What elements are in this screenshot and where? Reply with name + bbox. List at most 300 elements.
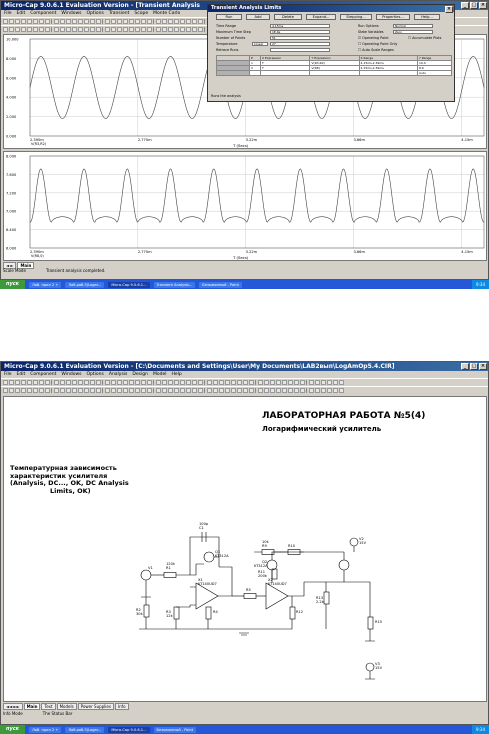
toolbar-button-icon[interactable] — [78, 388, 83, 393]
toolbar-button-icon[interactable] — [135, 388, 140, 393]
table-cell[interactable]: Auto — [417, 71, 451, 76]
toolbar-button-icon[interactable] — [66, 19, 71, 24]
y-tick-label: 0.000 — [6, 134, 17, 139]
toolbar-button-icon[interactable] — [180, 27, 185, 32]
menu-item[interactable]: Analysis — [108, 372, 128, 377]
toolbar-button-icon[interactable] — [84, 19, 89, 24]
checkbox-operating-point[interactable]: ☑ Operating Point — [358, 36, 389, 40]
r15-resistor[interactable] — [368, 617, 373, 629]
toolbar-button-icon[interactable] — [219, 388, 224, 393]
schematic-canvas[interactable] — [3, 396, 487, 702]
toolbar-button-icon[interactable] — [9, 380, 14, 385]
toolbar-button-icon[interactable] — [264, 380, 269, 385]
clock: 9:34 — [472, 280, 489, 289]
toolbar-button-icon[interactable] — [39, 388, 44, 393]
toolbar-button-icon[interactable] — [333, 380, 338, 385]
tab-info[interactable]: Info — [115, 703, 129, 710]
menu-item[interactable]: File — [4, 11, 12, 16]
toolbar-button-icon[interactable] — [33, 388, 38, 393]
toolbar-button-icon[interactable] — [9, 19, 14, 24]
trace-label: V(R8,0) — [31, 254, 44, 258]
tab-text[interactable]: Text — [41, 703, 55, 710]
run-options-select[interactable]: Normal — [393, 24, 433, 28]
toolbar-button-icon[interactable] — [321, 388, 326, 393]
toolbar-button-icon[interactable] — [9, 388, 14, 393]
toolbar-button-icon[interactable] — [45, 19, 50, 24]
toolbar-button-icon[interactable] — [207, 388, 212, 393]
toolbar-button-icon[interactable] — [237, 388, 242, 393]
menu-item[interactable]: Scope — [134, 11, 149, 16]
toolbar-button-icon[interactable] — [135, 380, 140, 385]
plot-bottom[interactable] — [3, 151, 487, 261]
state-vars-select[interactable]: Zero — [393, 30, 433, 34]
r1-resistor[interactable] — [164, 573, 176, 578]
r4-resistor[interactable] — [206, 607, 211, 619]
toolbar-button-icon[interactable] — [117, 388, 122, 393]
x-tick-label: 3.66m — [353, 250, 365, 254]
toolbar-button-icon[interactable] — [105, 27, 110, 32]
table-cell[interactable] — [310, 71, 359, 76]
toolbar-button-icon[interactable] — [117, 380, 122, 385]
table-cell[interactable] — [260, 71, 310, 76]
menu-item[interactable]: Model — [152, 372, 167, 377]
toolbar-button-icon[interactable] — [282, 388, 287, 393]
toolbar-button-icon[interactable] — [111, 19, 116, 24]
opamp-2[interactable] — [266, 583, 288, 609]
menu-item[interactable]: Help — [171, 372, 182, 377]
toolbar-button-icon[interactable] — [60, 388, 65, 393]
task-item[interactable]: Лаб. прил 2 + — [29, 282, 61, 288]
minimize-icon[interactable]: _ — [461, 2, 469, 9]
toolbar-button-icon[interactable] — [162, 388, 167, 393]
toolbar-button-icon[interactable] — [249, 388, 254, 393]
toolbar-button-icon[interactable] — [162, 27, 167, 32]
close-icon[interactable]: × — [480, 363, 486, 369]
table-cell[interactable]: T — [260, 66, 310, 71]
time-range-input[interactable]: 4.15ms — [270, 24, 330, 28]
toolbar-separator — [204, 19, 206, 24]
toolbar-button-icon[interactable] — [186, 19, 191, 24]
toolbar-button-icon[interactable] — [129, 27, 134, 32]
toolbar-button-icon[interactable] — [192, 27, 197, 32]
toolbar-button-icon[interactable] — [96, 380, 101, 385]
toolbar-button-icon[interactable] — [90, 380, 95, 385]
toolbar-button-icon[interactable] — [54, 388, 59, 393]
toolbar-button-icon[interactable] — [168, 19, 173, 24]
toolbar-button-icon[interactable] — [213, 380, 218, 385]
menu-item[interactable]: Design — [132, 372, 148, 377]
maximize-icon[interactable]: □ — [471, 363, 477, 369]
toolbar-button-icon[interactable] — [174, 388, 179, 393]
toolbar-button-icon[interactable] — [294, 388, 299, 393]
q2-transistor[interactable] — [267, 560, 277, 570]
toolbar-button-icon[interactable] — [72, 19, 77, 24]
properties-button[interactable]: Properties... — [376, 14, 410, 20]
toolbar-button-icon[interactable] — [78, 19, 83, 24]
toolbar-button-icon[interactable] — [198, 380, 203, 385]
start-button[interactable]: пуск — [0, 280, 25, 289]
toolbar-button-icon[interactable] — [66, 380, 71, 385]
toolbar-button-icon[interactable] — [264, 388, 269, 393]
r2-resistor[interactable] — [144, 605, 149, 617]
toolbar-button-icon[interactable] — [60, 27, 65, 32]
toolbar-button-icon[interactable] — [15, 19, 20, 24]
task-item[interactable]: Лаб.раб.5(Logar... — [65, 282, 104, 288]
toolbar-button-icon[interactable] — [327, 380, 332, 385]
toolbar-button-icon[interactable] — [198, 27, 203, 32]
toolbar-button-icon[interactable] — [3, 27, 8, 32]
tab-nav-icon[interactable]: ◄◄ ►► — [3, 703, 23, 710]
toolbar-button-icon[interactable] — [288, 380, 293, 385]
toolbar-separator — [153, 19, 155, 24]
toolbar-button-icon[interactable] — [54, 380, 59, 385]
lab-title: ЛАБОРАТОРНАЯ РАБОТА №5(4) — [262, 411, 426, 421]
checkbox-accumulate[interactable]: ☐ Accumulate Plots — [408, 36, 442, 40]
toolbar-button-icon[interactable] — [111, 388, 116, 393]
label-r10: R10 — [288, 544, 296, 548]
r13-resistor[interactable] — [324, 592, 329, 604]
toolbar-button-icon[interactable] — [225, 388, 230, 393]
toolbar-button-icon[interactable] — [27, 380, 32, 385]
checkbox-op-only[interactable]: ☐ Operating Point Only — [358, 42, 398, 46]
toolbar-button-icon[interactable] — [21, 388, 26, 393]
task-item[interactable]: Micro-Cap 9.0.6.1... — [108, 282, 149, 288]
toolbar-button-icon[interactable] — [198, 19, 203, 24]
schematic-window — [0, 361, 489, 725]
toolbar-button-icon[interactable] — [147, 27, 152, 32]
minimize-icon[interactable]: _ — [461, 363, 469, 370]
toolbar-button-icon[interactable] — [117, 27, 122, 32]
tab-main[interactable]: Main — [17, 262, 34, 269]
r11-resistor[interactable] — [272, 569, 277, 579]
toolbar-button-icon[interactable] — [96, 19, 101, 24]
status-right: Transient analysis completed. — [45, 268, 106, 273]
toolbar-button-icon[interactable] — [231, 380, 236, 385]
toolbar-button-icon[interactable] — [309, 380, 314, 385]
toolbar-button-icon[interactable] — [3, 19, 8, 24]
toolbar-button-icon[interactable] — [123, 388, 128, 393]
expression-table — [216, 55, 452, 76]
toolbar-button-icon[interactable] — [141, 388, 146, 393]
toolbar-button-icon[interactable] — [27, 19, 32, 24]
type-q2: KT312A — [254, 564, 268, 568]
toolbar-button-icon[interactable] — [117, 19, 122, 24]
value-r13: 2.2k — [316, 600, 324, 604]
field-label-max-step: Maximum Time Step — [216, 30, 251, 34]
dialog-close-icon[interactable]: × — [446, 6, 452, 12]
toolbar-button-icon[interactable] — [315, 380, 320, 385]
toolbar-button-icon[interactable] — [90, 19, 95, 24]
toolbar-button-icon[interactable] — [54, 27, 59, 32]
toolbar-button-icon[interactable] — [174, 380, 179, 385]
toolbar-button-icon[interactable] — [186, 388, 191, 393]
toolbar-button-icon[interactable] — [192, 19, 197, 24]
r3-resistor[interactable] — [174, 607, 179, 619]
table-cell[interactable]: V(R3,R2) — [310, 61, 359, 66]
menu-item[interactable]: Monte Carlo — [153, 11, 181, 16]
menu-item[interactable]: Component — [30, 11, 57, 16]
toolbar-separator — [204, 27, 206, 32]
label-r13: R13 — [316, 596, 324, 600]
toolbar-button-icon[interactable] — [141, 19, 146, 24]
menu-item[interactable]: Transient — [108, 11, 130, 16]
toolbar-button-icon[interactable] — [9, 27, 14, 32]
toolbar-button-icon[interactable] — [84, 27, 89, 32]
menu-item[interactable]: Options — [86, 372, 104, 377]
toolbar-button-icon[interactable] — [276, 388, 281, 393]
toolbar-button-icon[interactable] — [129, 380, 134, 385]
toolbar-button-icon[interactable] — [315, 388, 320, 393]
toolbar-button-icon[interactable] — [78, 27, 83, 32]
toolbar-button-icon[interactable] — [111, 380, 116, 385]
toolbar-button-icon[interactable] — [192, 388, 197, 393]
table-cell[interactable]: 1 — [250, 61, 261, 66]
temperature-input[interactable]: 27 — [270, 42, 330, 46]
toolbar-button-icon[interactable] — [135, 27, 140, 32]
toolbar-button-icon[interactable] — [33, 380, 38, 385]
toolbar-button-icon[interactable] — [147, 388, 152, 393]
toolbar-button-icon[interactable] — [105, 19, 110, 24]
taskbar-2 — [0, 725, 489, 734]
toolbar-button-icon[interactable] — [21, 27, 26, 32]
menu-item[interactable]: File — [4, 372, 12, 377]
toolbar-button-icon[interactable] — [141, 380, 146, 385]
toolbar-button-icon[interactable] — [123, 19, 128, 24]
toolbar-button-icon[interactable] — [147, 19, 152, 24]
toolbar-button-icon[interactable] — [54, 19, 59, 24]
table-cell[interactable]: T — [260, 61, 310, 66]
toolbar-button-icon[interactable] — [198, 388, 203, 393]
y-tick-label: 4.000 — [6, 95, 17, 100]
retrace-input[interactable] — [270, 48, 330, 52]
toolbar-button-icon[interactable] — [309, 388, 314, 393]
task-item[interactable]: Безымянный - Paint — [199, 282, 242, 288]
checkbox-op-only-label: Operating Point Only — [362, 42, 398, 46]
toolbar-button-icon[interactable] — [39, 380, 44, 385]
toolbar-button-icon[interactable] — [72, 388, 77, 393]
toolbar-button-icon[interactable] — [84, 380, 89, 385]
toolbar-button-icon[interactable] — [162, 19, 167, 24]
run-button[interactable]: Run — [216, 14, 242, 20]
toolbar-button-icon[interactable] — [21, 19, 26, 24]
v1-source[interactable] — [141, 570, 151, 580]
toolbar-button-icon[interactable] — [78, 380, 83, 385]
toolbar-button-icon[interactable] — [156, 27, 161, 32]
toolbar-button-icon[interactable] — [111, 27, 116, 32]
toolbar-button-icon[interactable] — [231, 388, 236, 393]
toolbar-button-icon[interactable] — [84, 388, 89, 393]
menu-item[interactable]: Component — [30, 372, 57, 377]
toolbar-button-icon[interactable] — [60, 380, 65, 385]
field-label-temperature: Temperature — [216, 42, 238, 46]
toolbar-button-icon[interactable] — [249, 380, 254, 385]
table-cell[interactable]: 4.15ms,2.39ms — [359, 66, 417, 71]
title-bar — [1, 362, 488, 371]
delete-button[interactable]: Delete — [274, 14, 302, 20]
menu-item[interactable]: Edit — [16, 11, 26, 16]
toolbar-button-icon[interactable] — [15, 27, 20, 32]
toolbar-button-icon[interactable] — [96, 388, 101, 393]
toolbar-button-icon[interactable] — [180, 388, 185, 393]
table-cell[interactable]: 2 — [250, 66, 261, 71]
toolbar-button-icon[interactable] — [45, 380, 50, 385]
toolbar-button-icon[interactable] — [66, 27, 71, 32]
opamp-1[interactable] — [196, 583, 218, 609]
toolbar-button-icon[interactable] — [186, 27, 191, 32]
stepping-button[interactable]: Stepping... — [340, 14, 372, 20]
toolbar-button-icon[interactable] — [105, 388, 110, 393]
toolbar-button-icon[interactable] — [168, 388, 173, 393]
menu-item[interactable]: Windows — [61, 372, 82, 377]
toolbar-button-icon[interactable] — [129, 19, 134, 24]
task-item[interactable]: Лаб.раб.5(Logar... — [65, 727, 104, 733]
q3-transistor[interactable] — [339, 560, 349, 570]
toolbar-button-icon[interactable] — [156, 380, 161, 385]
r12-resistor[interactable] — [290, 607, 295, 619]
num-points-input[interactable]: 51 — [270, 36, 330, 40]
transient-limits-dialog — [207, 4, 455, 102]
table-cell[interactable] — [359, 71, 417, 76]
toolbar-button-icon[interactable] — [300, 380, 305, 385]
toolbar-button-icon[interactable] — [213, 388, 218, 393]
toolbar-button-icon[interactable] — [45, 27, 50, 32]
toolbar-button-icon[interactable] — [174, 27, 179, 32]
toolbar-button-icon[interactable] — [72, 380, 77, 385]
value-r1: 120k — [166, 562, 175, 566]
x-tick-label: 2.770m — [137, 250, 152, 254]
help-button[interactable]: Help... — [414, 14, 440, 20]
task-item[interactable]: Micro-Cap 9.0.6.1... — [108, 727, 149, 733]
toolbar-button-icon[interactable] — [33, 19, 38, 24]
toolbar-button-icon[interactable] — [156, 19, 161, 24]
tab-power-supplies[interactable]: Power Supplies — [78, 703, 114, 710]
toolbar-button-icon[interactable] — [168, 27, 173, 32]
toolbar-button-icon[interactable] — [135, 19, 140, 24]
toolbar-button-icon[interactable] — [156, 388, 161, 393]
toolbar-button-icon[interactable] — [66, 388, 71, 393]
table-row[interactable] — [217, 71, 452, 76]
type-q1: KT312A — [215, 554, 229, 558]
toolbar-button-icon[interactable] — [219, 380, 224, 385]
toolbar-button-icon[interactable] — [321, 380, 326, 385]
toolbar-button-icon[interactable] — [180, 19, 185, 24]
toolbar-button-icon[interactable] — [39, 27, 44, 32]
toolbar-button-icon[interactable] — [174, 19, 179, 24]
task-item[interactable]: Безымянный - Paint — [154, 727, 197, 733]
toolbar-button-icon[interactable] — [276, 380, 281, 385]
toolbar-button-icon[interactable] — [162, 380, 167, 385]
row-color-swatch[interactable] — [217, 71, 250, 76]
toolbar-button-icon[interactable] — [90, 27, 95, 32]
toolbar-button-icon[interactable] — [15, 380, 20, 385]
r5-resistor[interactable] — [244, 594, 256, 599]
toolbar-button-icon[interactable] — [186, 380, 191, 385]
toolbar-button-icon[interactable] — [258, 388, 263, 393]
toolbar-button-icon[interactable] — [288, 388, 293, 393]
desc-line: характеристик усилителя — [10, 471, 108, 480]
toolbar-button-icon[interactable] — [60, 19, 65, 24]
expand-button[interactable]: Expand... — [306, 14, 336, 20]
menu-item[interactable]: Options — [86, 11, 104, 16]
tab-main[interactable]: Main — [24, 703, 41, 710]
v3-source[interactable] — [366, 663, 374, 671]
table-cell[interactable]: V(R8) — [310, 66, 359, 71]
table-cell[interactable]: 8,6 — [417, 66, 451, 71]
toolbar-button-icon[interactable] — [339, 380, 344, 385]
toolbar-button-icon[interactable] — [300, 388, 305, 393]
toolbar-button-icon[interactable] — [168, 380, 173, 385]
temp-mode-select[interactable]: Linear — [252, 42, 268, 46]
toolbar-button-icon[interactable] — [141, 27, 146, 32]
v2-source[interactable] — [350, 538, 358, 546]
toolbar-button-icon[interactable] — [27, 388, 32, 393]
task-item[interactable]: Лаб. прил 2 + — [29, 727, 61, 733]
toolbar-button-icon[interactable] — [129, 388, 134, 393]
toolbar-button-icon[interactable] — [147, 380, 152, 385]
toolbar-button-icon[interactable] — [3, 388, 8, 393]
toolbar-button-icon[interactable] — [72, 27, 77, 32]
toolbar-button-icon[interactable] — [327, 388, 332, 393]
toolbar-button-icon[interactable] — [3, 380, 8, 385]
toolbar-button-icon[interactable] — [123, 27, 128, 32]
start-button[interactable]: пуск — [0, 725, 25, 734]
label-v3: V3 — [375, 662, 380, 666]
toolbar-button-icon[interactable] — [207, 380, 212, 385]
toolbar-button-icon[interactable] — [45, 388, 50, 393]
toolbar-button-icon[interactable] — [282, 380, 287, 385]
toolbar-button-icon[interactable] — [192, 380, 197, 385]
toolbar-button-icon[interactable] — [243, 380, 248, 385]
toolbar-button-icon[interactable] — [270, 388, 275, 393]
toolbar-button-icon[interactable] — [15, 388, 20, 393]
toolbar-button-icon[interactable] — [123, 380, 128, 385]
label-q1: Q1 — [215, 550, 221, 554]
max-step-input[interactable]: 1E-6s — [270, 30, 330, 34]
menu-item[interactable]: Edit — [16, 372, 26, 377]
toolbar-button-icon[interactable] — [294, 380, 299, 385]
toolbar-button-icon[interactable] — [90, 388, 95, 393]
toolbar-button-icon[interactable] — [96, 27, 101, 32]
toolbar-button-icon[interactable] — [180, 380, 185, 385]
toolbar-button-icon[interactable] — [237, 380, 242, 385]
toolbar-button-icon[interactable] — [258, 380, 263, 385]
q1-transistor[interactable] — [204, 552, 214, 562]
label-c1: C1 — [199, 526, 204, 530]
menu-item[interactable]: Windows — [61, 11, 82, 16]
checkbox-autoscale[interactable]: ☐ Auto Scale Ranges — [358, 48, 394, 52]
task-item[interactable]: Transient Analysis... — [154, 282, 196, 288]
toolbar-button-icon[interactable] — [27, 27, 32, 32]
add-button[interactable]: Add — [246, 14, 270, 20]
toolbar-button-icon[interactable] — [39, 19, 44, 24]
table-cell[interactable] — [250, 71, 261, 76]
maximize-icon[interactable]: □ — [471, 2, 477, 8]
toolbar-button-icon[interactable] — [33, 27, 38, 32]
toolbar-button-icon[interactable] — [105, 380, 110, 385]
close-icon[interactable]: × — [480, 2, 486, 8]
toolbar-button-icon[interactable] — [333, 388, 338, 393]
table-cell[interactable]: 4.15ms,2.39ms — [359, 61, 417, 66]
toolbar-button-icon[interactable] — [339, 388, 344, 393]
toolbar-button-icon[interactable] — [225, 380, 230, 385]
tab-nav-icon[interactable]: ◄ ► — [3, 262, 16, 269]
y-tick-label: 6.400 — [6, 228, 17, 233]
tab-models[interactable]: Models — [57, 703, 77, 710]
table-cell[interactable]: 10,0 — [417, 61, 451, 66]
toolbar-button-icon[interactable] — [243, 388, 248, 393]
toolbar-button-icon[interactable] — [21, 380, 26, 385]
toolbar-button-icon[interactable] — [270, 380, 275, 385]
